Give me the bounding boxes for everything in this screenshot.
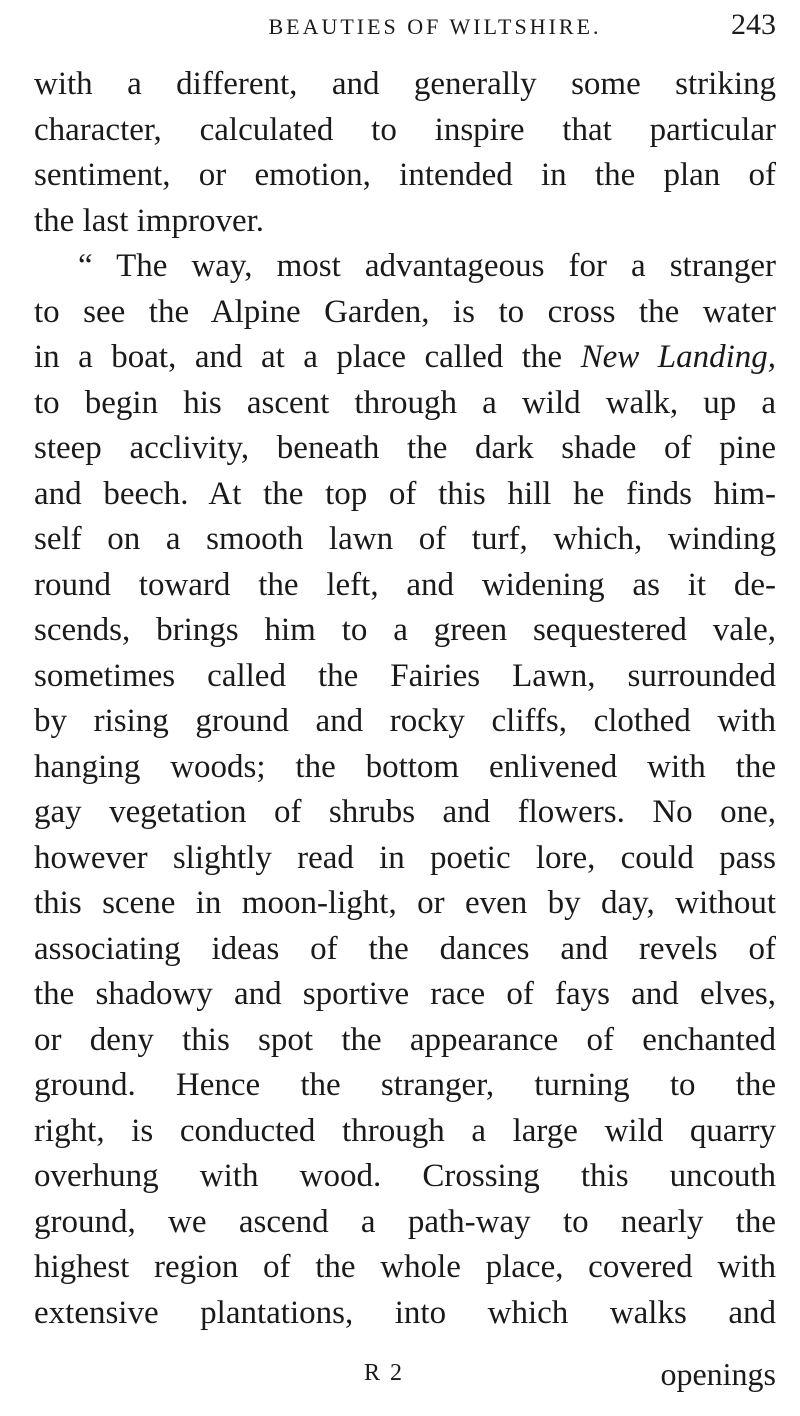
running-head [34,6,776,42]
text-line: self on a smooth lawn of turf, which, winding [34,521,776,557]
text-line: to see the Alpine Garden, is to cross the water [34,293,776,330]
body-text [34,62,776,1336]
text-line: highest region of the whole place, covered with [34,1249,776,1285]
text-line: to begin his ascent through a wild walk, up a [34,384,776,421]
text-line: scends, brings him to a green sequestered vale, [34,612,776,648]
running-title: BEAUTIES OF WILTSHIRE. [268,14,602,39]
page-footer [34,1356,776,1400]
text-line: sentiment, or emotion, intended in the plan of [34,157,776,193]
text-line: overhung with wood. Crossing this uncouth [34,1158,776,1194]
text-line: this scene in moon-light, or even by day, without [34,885,776,921]
signature-mark: R 2 [364,1360,405,1386]
text-line: the shadowy and sportive race of fays and elves, [34,976,776,1012]
text-line: steep acclivity, beneath the dark shade of pine [34,430,776,466]
text-line: extensive plantations, into which walks and [34,1294,776,1331]
page-number: 243 [731,8,776,41]
text-line: gay vegetation of shrubs and flowers. No one, [34,794,776,830]
text-line: ground. Hence the stranger, turning to the [34,1067,776,1103]
text-line: however slightly read in poetic lore, could pass [34,839,776,876]
text-line: the last improver. [34,202,265,239]
italic-place-name: New Landing, [580,339,776,375]
text-line-start: in a boat, and at a place called the [34,339,563,375]
text-line: by rising ground and rocky cliffs, clothed with [34,703,776,739]
text-line [34,335,776,381]
text-line: right, is conducted through a large wild quarry [34,1112,776,1149]
text-line: with a different, and generally some striking [34,66,776,102]
text-line: hanging woods; the bottom enlivened with the [34,748,776,785]
text-line: sometimes called the Fairies Lawn, surrounded [34,657,776,694]
catchword: openings [660,1356,776,1392]
text-line: round toward the left, and widening as it de- [34,566,776,603]
text-line: or deny this spot the appearance of enchanted [34,1021,776,1058]
text-line: associating ideas of the dances and revels of [34,930,776,967]
text-line: “ The way, most advantageous for a stranger [78,248,776,284]
text-line: ground, we ascend a path-way to nearly the [34,1203,776,1240]
text-line: character, calculated to inspire that particular [34,111,776,148]
text-line: and beech. At the top of this hill he finds him- [34,475,776,512]
